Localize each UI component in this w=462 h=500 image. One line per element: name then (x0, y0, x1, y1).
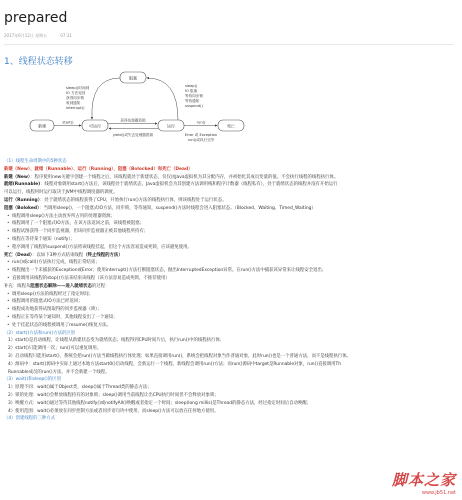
divider (4, 44, 454, 45)
status-list: 新建（New）、就绪（Runnable）、运行（Running）、阻塞（Bolocked）和死亡（Dead） (4, 166, 193, 172)
label-right-4: suspend() (185, 104, 203, 108)
paragraph: 新建（New）：程序使用new关键字创建一个线程之后，该线程就处于新建状态，仅仅由Java虚拟机为其分配内存，并初始化其成员变量的值。不会执行线程的线程执行体。 (4, 174, 339, 180)
watermark (392, 469, 456, 496)
list-item: • 线程正在等待某个通知时，其他线程发出了一个通知； (4, 314, 454, 322)
list-item: • 线程抛出一个未捕获的Exception或Error；使用interrupt()方法打断阻塞状态，抛出InterruptedException异常。在run()方法中捕获该异常来让线程安全退出； (4, 267, 454, 275)
label-dead-2: run()或执行完毕 (187, 138, 215, 142)
list-item: • 程序调用了线程的suspend()方法将该线程挂起，但这个方法容易造成死锁，应该避免使用。 (4, 244, 454, 252)
label-mid: 获得处理器资源 (120, 118, 146, 123)
subheading: （1）线程生命周期中的5种状态 (4, 159, 67, 164)
paragraph: 就绪(Runnable)：线程对象调用start()方法后，该线程处于就绪状态，Java虚拟机会为其创建方法调用栈和程序计数器（线程私有），处于就绪状态的线程并没有开始运行 (4, 182, 338, 188)
paragraph: 补充：线程从阻塞状态解除——进入就绪状态的过程： (4, 283, 110, 289)
list-item: 1）start()是启动线程，让线程从新建状态变为就绪状态；线程得到CPU时间片后，执行run()中的线程执行体； (8, 338, 225, 344)
label-left-3: 收到通知 (66, 101, 81, 105)
watermark-url: www.jb51.net (421, 490, 456, 496)
label-dead-0: run() (196, 120, 206, 125)
post-date: 2017年6月12日 星期五 (4, 33, 48, 38)
node-blocked (120, 72, 146, 83)
paragraph: 阻塞（Boloked）：当调用sleep()，一个阻塞式IO方法，同步锁，等待通知，suspend()方法时线程会进入阻塞状态。（Blocked、Waiting、Timed_Waiting） (4, 205, 316, 211)
list-item: 1）原理不同：wait()属于Object类，sleep()属于Thread类的静态方法； (8, 385, 152, 391)
node-dead-label: 死亡 (227, 123, 235, 129)
subheading: （4）创建线程的三种方式 (4, 416, 56, 422)
label-left-1: IO 方法返回 (66, 91, 86, 95)
list-item: • 线程成功地获得试图取得的同步监视器（锁）； (4, 306, 454, 314)
arrow-blocked-to-runnable (92, 78, 120, 119)
node-running (158, 120, 184, 131)
node-running-label: 运行 (167, 123, 175, 129)
list-item: • 处于挂起状态的线程被调用了resume()恢复方法。 (4, 322, 454, 330)
paragraph: 运行（Running）：处于就绪状态的线程获得了CPU，开始执行run()方法的线程执行体，则该线程处于运行状态。 (4, 197, 227, 203)
page-title: prepared (4, 10, 68, 26)
subheading: （2）start()方法和run()方法的区别 (4, 330, 76, 336)
list-item: • 线程调用的阻塞式IO方法已经返回； (4, 298, 454, 306)
list-item: 4）使用范围：wait()必须放在同步控制方法或者同步语句块中使用，而sleep()方法可以放在任何地方使用。 (8, 408, 219, 414)
list-item: • 直接调用该线程的stop()方法来结束该线程（该方法容易造成死锁，不推荐使用） (4, 275, 454, 283)
list-item: 3）启动线程只能用start()，系统会把run()方法当做线程执行体处理；如果直接调用run()，系统会把线程对象当作普通对象，此时run()也是一个普通方法，而不是线程执行体。 (8, 353, 352, 359)
node-new (30, 120, 54, 131)
thread-state-diagram (28, 70, 252, 150)
label-start: start() (62, 120, 74, 125)
node-runnable (82, 120, 108, 131)
list-item: 2）start()只能调用一次；run()可以重复调用。 (8, 346, 102, 352)
list-item: 4）源码中：start()源码中实际上通过本地方法start0()启动线程，会新运行一个线程，新线程会调用run()方法；而run()源码中target是Runnable对象，run()直接调用Th (8, 361, 342, 367)
list-item: • 线程试图获得一个同步监视器，但该同步监视器正被其他线程所持有； (4, 228, 454, 236)
list-item: • 线程调用了一个阻塞式IO方法，在该方法返回之前，该线程被阻塞； (4, 220, 454, 228)
node-blocked-label: 阻塞 (129, 75, 137, 81)
label-right-1: IO 阻塞 (185, 89, 198, 93)
list-item: 3）唤醒方式：wait()通过等待其他线程notify()或notifyAll()唤醒或者指定一个时间；sleep(long millis)是Thread的静态方法，经过指定时间后自动唤醒； (8, 400, 312, 406)
label-left-2: 获得同步锁 (66, 96, 84, 100)
label-right-3: 等待通知 (185, 99, 200, 103)
paragraph: 死亡（Dead）：以如下3种方式结束线程（终止线程的方法） (4, 252, 123, 258)
node-dead (218, 120, 244, 131)
list-item: 2）锁的处理：wait()会释放线程持有的对象锁；sleep()调用当前线程让出CPU执行时间但不会释放对象锁； (8, 392, 219, 398)
label-left-4: interrupt() (66, 106, 85, 110)
section-heading: 1、线程状态转移 (4, 57, 73, 67)
label-right-0: sleep() (185, 84, 198, 88)
watermark-logo: 脚本之家 (391, 471, 456, 489)
subheading: （3）wait()和sleep()的区别 (4, 377, 61, 383)
list-item: • run()或call()方法执行完成，线程正常结束； (4, 259, 454, 267)
label-left-0: sleep()时间到 (66, 86, 90, 90)
arrow-running-to-blocked (147, 78, 178, 120)
label-dead-1: Error 或 Exception (184, 133, 218, 137)
post-time: 07:31 (60, 33, 72, 38)
state-diagram-svg (28, 70, 252, 150)
list-item: • 线程调用sleep()方法主动放弃所占用的处理器资源； (4, 213, 454, 221)
paragraph: 可以运行，线程何时运行取决于JVM中线程调度器的调度。 (4, 190, 118, 196)
list-item: • 线程在等待某个通知（notify）； (4, 236, 454, 244)
article-body (4, 158, 454, 423)
list-item: Runnable成员的run()方法，并不会新建一个线程。 (8, 369, 110, 375)
label-bottom: yield()或失去处理器资源 (112, 133, 154, 137)
post-meta (4, 33, 84, 39)
label-right-2: 等待同步锁 (185, 94, 203, 98)
list-item: • 调用sleep()方法的线程经过了指定时间； (4, 291, 454, 299)
node-runnable-label: 可运行 (89, 123, 101, 129)
node-new-label: 新建 (38, 123, 46, 129)
